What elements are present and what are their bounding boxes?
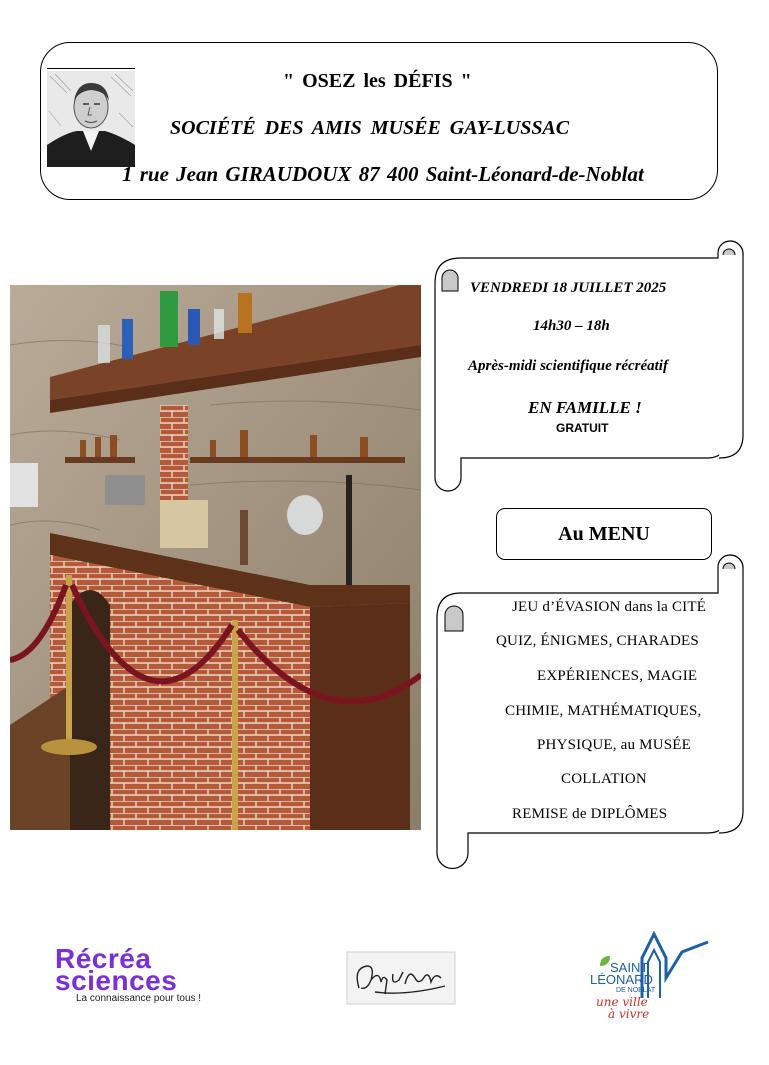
recreasciences-logo (55, 945, 225, 1007)
saint-logo-line1: SAINT (610, 960, 649, 975)
header-title: " OSEZ les DÉFIS " (283, 70, 472, 92)
menu-item-diplomas: REMISE de DIPLÔMES (512, 806, 668, 822)
header-address: 1 rue Jean GIRAUDOUX 87 400 Saint-Léonard-de-Noblat (122, 162, 644, 186)
event-time: 14h30 – 18h (533, 318, 610, 334)
event-family: EN FAMILLE ! (528, 398, 642, 417)
saint-logo-line3: DE NOBLAT (616, 987, 656, 994)
menu-title-box: Au MENU (496, 508, 712, 560)
saint-slogan-line1: une ville (596, 995, 648, 1009)
menu-item-physics: PHYSIQUE, au MUSÉE (537, 737, 692, 753)
menu-item-snack: COLLATION (561, 771, 647, 787)
portrait-rule (47, 68, 135, 69)
gay-lussac-signature (345, 950, 457, 1006)
event-description: Après-midi scientifique récréatif (468, 358, 668, 374)
header-society: SOCIÉTÉ DES AMIS MUSÉE GAY-LUSSAC (170, 117, 570, 139)
gay-lussac-portrait (47, 71, 135, 167)
saint-logo-line2: LÉONARD (590, 972, 653, 987)
laboratory-photo (10, 285, 421, 830)
menu-item-quiz: QUIZ, ÉNIGMES, CHARADES (496, 633, 699, 649)
saint-slogan-line2: à vivre (608, 1007, 650, 1021)
menu-item-experiments: EXPÉRIENCES, MAGIE (537, 668, 698, 684)
event-date: VENDREDI 18 JUILLET 2025 (470, 280, 667, 296)
event-price: GRATUIT (556, 421, 609, 435)
recrea-logo-line1: Récréa (55, 943, 152, 974)
recrea-logo-line2: sciences (55, 965, 178, 996)
menu-item-escape-game: JEU d’ÉVASION dans la CITÉ (512, 599, 707, 615)
recrea-tagline: La connaissance pour tous ! (76, 993, 202, 1004)
saint-leonard-logo (588, 928, 713, 1023)
menu-item-chemistry: CHIMIE, MATHÉMATIQUES, (505, 703, 702, 719)
